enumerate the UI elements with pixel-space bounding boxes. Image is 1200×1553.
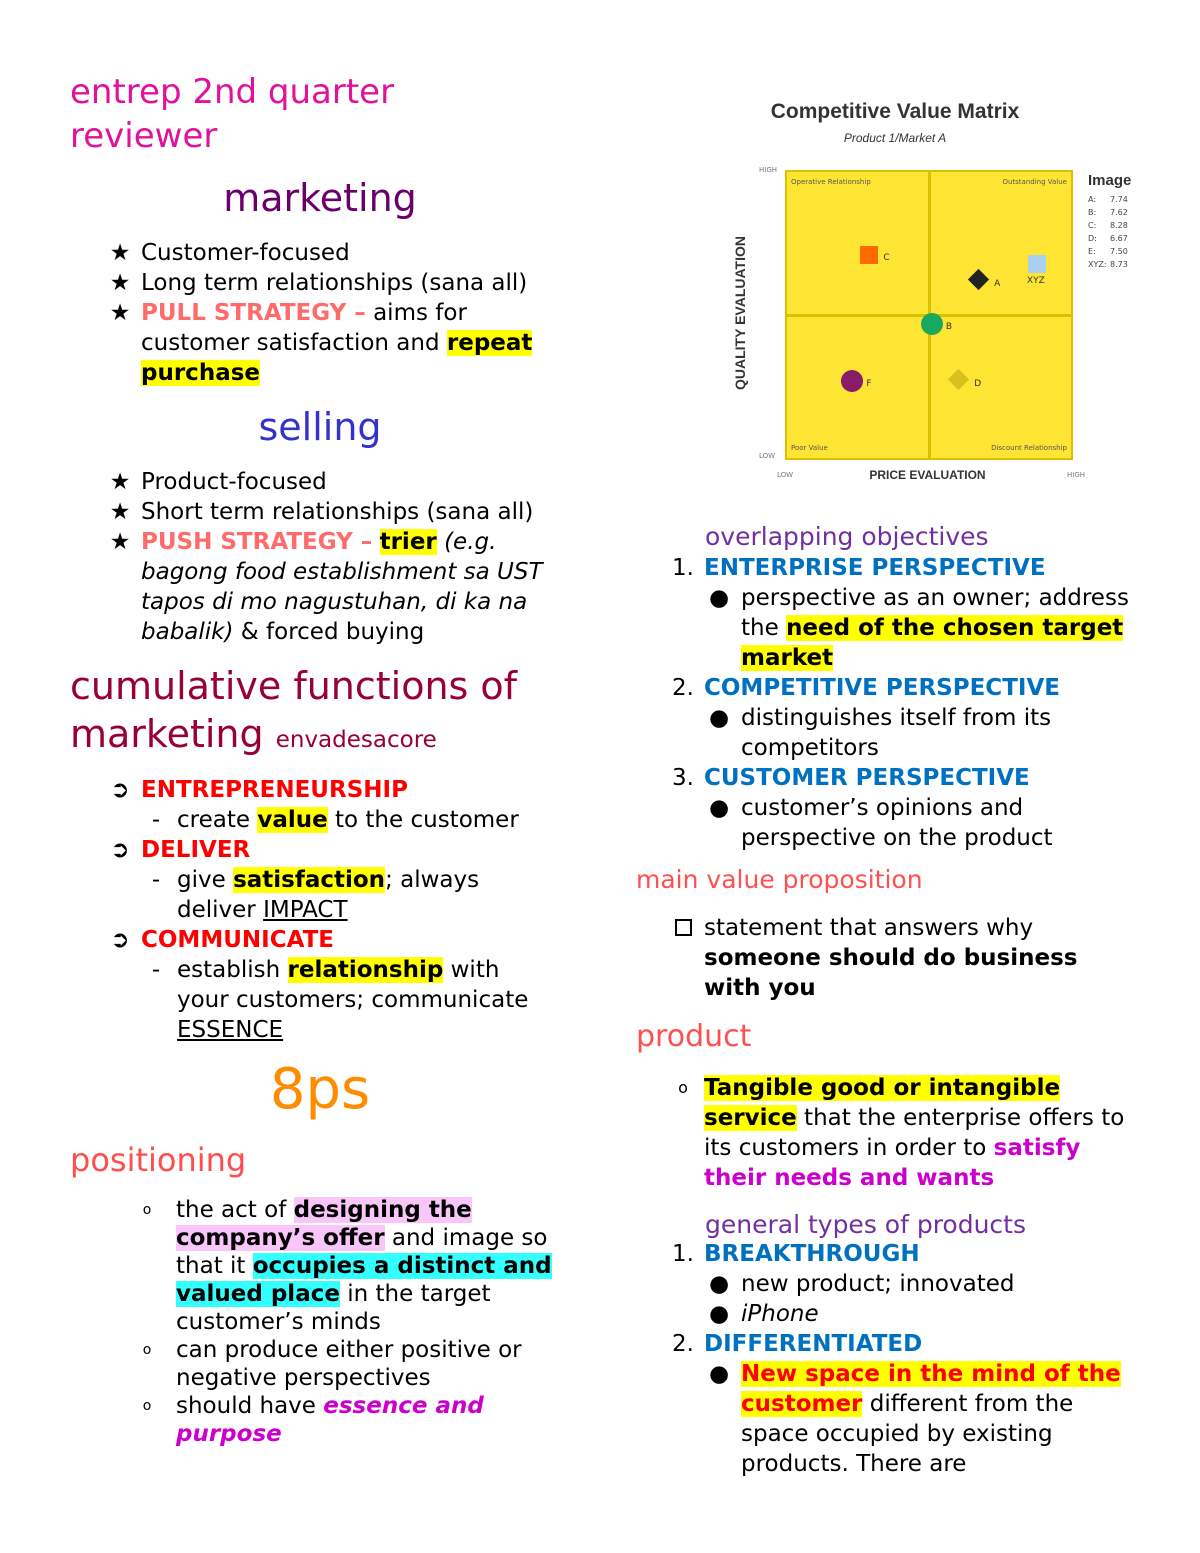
- star-bullet-icon: ★: [109, 469, 131, 495]
- arrow-bullet-icon: ➲: [110, 927, 130, 953]
- quadrant-label-tl: Operative Relationship: [791, 178, 871, 186]
- quadrant-label-bl: Poor Value: [791, 444, 828, 452]
- list-item: ★ PULL STRATEGY – aims for customer satisfaction and repeat purchase: [105, 298, 555, 388]
- legend-row: A: 7.74: [1088, 195, 1128, 204]
- list-item: ➲ COMMUNICATE: [105, 925, 555, 955]
- matrix-point-xyz: [1028, 255, 1046, 273]
- list-item: ★ PUSH STRATEGY – trier (e.g. bagong food establishment sa UST tapos di mo nagustuhan, di ka na babalik) & forced buying: [105, 527, 575, 647]
- overlapping-list: [668, 553, 1148, 853]
- value-prop-heading: main value proposition: [636, 865, 923, 894]
- list-item: ➲ ENTREPRENEURSHIP: [105, 775, 555, 805]
- circle-bullet-icon: o: [678, 1078, 688, 1097]
- list-item: ★ Short term relationships (sana all): [105, 497, 575, 527]
- highlight: trier: [379, 529, 437, 555]
- general-types-heading: general types of products: [705, 1210, 1027, 1239]
- dash-bullet: -: [151, 867, 161, 893]
- disc-bullet-icon: ●: [708, 705, 730, 731]
- matrix-y-label: QUALITY EVALUATION: [732, 236, 748, 390]
- quadrant-label-tr: Outstanding Value: [1002, 178, 1067, 186]
- list-item: ● iPhone: [668, 1299, 1138, 1329]
- legend-row: B: 7.62: [1088, 208, 1128, 217]
- competitive-value-matrix: [715, 95, 1145, 490]
- dash-bullet: -: [151, 957, 161, 983]
- list-item: o can produce either positive or negative perspectives: [140, 1336, 570, 1392]
- matrix-point-label: XYZ: [1026, 275, 1045, 286]
- matrix-point-label: B: [945, 321, 953, 332]
- list-item: - give satisfaction; always deliver IMPACT: [105, 865, 555, 925]
- matrix-legend: [1088, 172, 1148, 271]
- disc-bullet-icon: ●: [708, 795, 730, 821]
- list-item: 1. BREAKTHROUGH: [672, 1241, 920, 1267]
- list-item: ● distinguishes itself from its competitors: [668, 703, 1148, 763]
- list-item: ● new product; innovated: [668, 1269, 1138, 1299]
- document-title: [70, 70, 394, 158]
- push-strategy-label: PUSH STRATEGY –: [141, 529, 373, 555]
- marketing-heading: marketing: [223, 176, 417, 220]
- matrix-plot-area: [785, 170, 1073, 460]
- circle-bullet-icon: o: [142, 1202, 152, 1218]
- pull-strategy-label: PULL STRATEGY –: [141, 300, 366, 326]
- matrix-point-d: [948, 369, 969, 390]
- star-bullet-icon: ★: [109, 529, 131, 555]
- matrix-subtitle: Product 1/Market A: [843, 131, 947, 145]
- disc-bullet-icon: ●: [708, 585, 730, 611]
- matrix-point-f: [841, 370, 863, 392]
- list-item: 2. DIFFERENTIATED: [672, 1331, 923, 1357]
- legend-row: XYZ: 8.73: [1088, 260, 1128, 269]
- selling-heading: selling: [258, 405, 382, 449]
- y-high-label: HIGH: [759, 166, 778, 174]
- list-item: ➲ DELIVER: [105, 835, 555, 865]
- legend-title: Image: [1088, 172, 1132, 189]
- list-item: ★ Long term relationships (sana all): [105, 268, 555, 298]
- list-item: - create value to the customer: [105, 805, 555, 835]
- highlight: repeat purchase: [141, 330, 533, 386]
- list-item: statement that answers why someone should do business with you: [668, 913, 1108, 1003]
- matrix-point-label: F: [866, 378, 872, 389]
- circle-bullet-icon: o: [142, 1398, 152, 1414]
- overlapping-heading: overlapping objectives: [705, 522, 989, 551]
- quadrant-label-br: Discount Relationship: [991, 444, 1067, 452]
- title-line2: reviewer: [70, 116, 218, 156]
- star-bullet-icon: ★: [109, 499, 131, 525]
- list-item: o should have essence and purpose: [140, 1392, 570, 1448]
- list-item: ● customer’s opinions and perspective on the product: [668, 793, 1148, 853]
- x-low-label: LOW: [777, 471, 794, 479]
- matrix-title: Competitive Value Matrix: [770, 100, 1020, 123]
- star-bullet-icon: ★: [109, 270, 131, 296]
- matrix-point-label: D: [974, 378, 982, 389]
- list-item: ★ Product-focused: [105, 467, 575, 497]
- list-item: o the act of designing the company’s offer and image so that it occupies a distinct and valued place in the target customer’s minds: [140, 1196, 570, 1336]
- matrix-point-a: [968, 269, 989, 290]
- marketing-list: [105, 238, 555, 388]
- positioning-heading: positioning: [70, 1141, 247, 1179]
- legend-row: D: 6.67: [1088, 234, 1128, 243]
- legend-rows: [1088, 193, 1148, 271]
- matrix-x-label: PRICE EVALUATION: [869, 468, 986, 482]
- eight-ps-heading: 8ps: [269, 1057, 371, 1122]
- disc-bullet-icon: ●: [708, 1301, 730, 1327]
- list-item: ● perspective as an owner; address the need of the chosen target market: [668, 583, 1148, 673]
- x-high-label: HIGH: [1067, 471, 1086, 479]
- list-item: 3. CUSTOMER PERSPECTIVE: [672, 765, 1030, 791]
- matrix-points: [787, 172, 1071, 458]
- legend-row: C: 8.28: [1088, 221, 1128, 230]
- dash-bullet: -: [151, 807, 161, 833]
- disc-bullet-icon: ●: [708, 1271, 730, 1297]
- general-types-list: [668, 1239, 1138, 1479]
- list-item: - establish relationship with your customers; communicate ESSENCE: [105, 955, 555, 1045]
- y-low-label: LOW: [759, 452, 776, 460]
- matrix-point-c: [860, 246, 878, 264]
- positioning-list: [140, 1196, 570, 1448]
- product-heading: product: [636, 1019, 752, 1054]
- disc-bullet-icon: ●: [708, 1361, 730, 1387]
- list-item: 2. COMPETITIVE PERSPECTIVE: [672, 675, 1060, 701]
- selling-list: [105, 467, 575, 647]
- list-item: 1. ENTERPRISE PERSPECTIVE: [672, 555, 1046, 581]
- list-item: ★ Customer-focused: [105, 238, 555, 268]
- legend-row: E: 7.50: [1088, 247, 1128, 256]
- matrix-point-label: A: [994, 278, 1001, 289]
- star-bullet-icon: ★: [109, 300, 131, 326]
- arrow-bullet-icon: ➲: [110, 777, 130, 803]
- list-item: ● New space in the mind of the customer different from the space occupied by existing products. There are: [668, 1359, 1138, 1479]
- mnemonic: envadesacore: [275, 727, 437, 753]
- cumulative-list: [105, 775, 555, 1045]
- value-prop-body: [668, 913, 1108, 1003]
- arrow-bullet-icon: ➲: [110, 837, 130, 863]
- list-item: o Tangible good or intangible service that the enterprise offers to its customers in order to satisfy their needs and wants: [668, 1073, 1138, 1193]
- product-body: [668, 1073, 1138, 1193]
- checkbox-bullet-icon: [668, 913, 698, 943]
- matrix-point-b: [921, 313, 943, 335]
- cumulative-heading: cumulative functions of marketing envadesacore: [70, 664, 518, 756]
- title-line1: entrep 2nd quarter: [70, 72, 395, 112]
- matrix-point-label: C: [883, 252, 890, 263]
- circle-bullet-icon: o: [142, 1342, 152, 1358]
- star-bullet-icon: ★: [109, 240, 131, 266]
